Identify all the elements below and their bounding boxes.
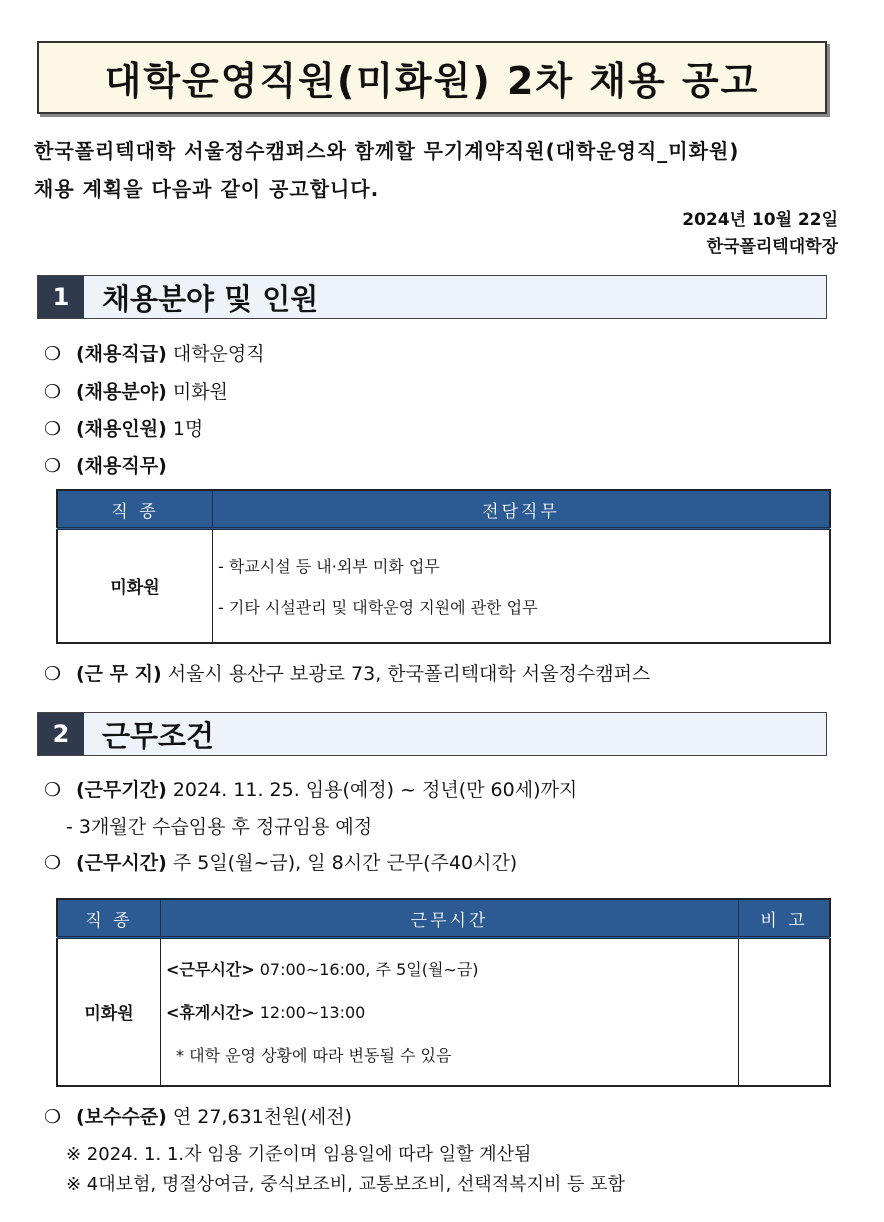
circle-bullet-icon: ❍ (44, 381, 62, 403)
circle-bullet-icon: ❍ (44, 418, 62, 440)
circle-bullet-icon: ❍ (44, 1106, 62, 1128)
section-title: 채용분야 및 인원 (102, 281, 319, 316)
rest-hours-line: <휴게시간> 12:00∼13:00 (166, 1003, 366, 1023)
circle-bullet-icon: ❍ (44, 663, 62, 685)
table-header: 근무시간 (161, 899, 739, 938)
remark-cell (739, 938, 831, 1086)
circle-bullet-icon: ❍ (44, 343, 62, 365)
circle-bullet-icon: ❍ (44, 779, 62, 801)
job-kind-cell: 미화원 (57, 529, 213, 643)
hours-cell (161, 938, 739, 1086)
section-2-header (37, 712, 827, 756)
table-header: 직 종 (57, 899, 161, 938)
job-kind-cell: 미화원 (57, 938, 161, 1086)
table-header: 전담직무 (213, 490, 831, 529)
section-title: 근무조건 (102, 718, 215, 753)
page-title: 대학운영직원(미화원) 2차 채용 공고 (37, 41, 827, 114)
bullet-item: ❍ (근무시간) 주 5일(월~금), 일 8시간 근무(주40시간) (44, 852, 518, 874)
bullet-item: ❍ (근 무 지) 서울시 용산구 보광로 73, 한국폴리텍대학 서울정수캠퍼스 (44, 663, 651, 685)
section-number: 2 (38, 713, 84, 755)
section-1-header (37, 275, 827, 319)
bullet-item: ❍ (채용인원) 1명 (44, 418, 204, 440)
announcement-date: 2024년 10월 22일 (682, 210, 838, 230)
pay-note: ※ 4대보험, 명절상여금, 중식보조비, 교통보조비, 선택적복지비 등 포함 (66, 1174, 625, 1195)
circle-bullet-icon: ❍ (44, 852, 62, 874)
table-header: 비 고 (739, 899, 831, 938)
period-note: - 3개월간 수습임용 후 정규임용 예정 (66, 816, 373, 838)
pay-note: ※ 2024. 1. 1.자 임용 기준이며 임용일에 따라 일할 계산됨 (66, 1144, 532, 1165)
section-number: 1 (38, 276, 84, 318)
duty-line: - 학교시설 등 내·외부 미화 업무 (218, 556, 440, 576)
hours-note: * 대학 운영 상황에 따라 변동될 수 있음 (176, 1046, 452, 1066)
duty-cell (213, 529, 831, 643)
bullet-item: ❍ (채용직무) (44, 455, 167, 477)
duty-line: - 기타 시설관리 및 대학운영 지원에 관한 업무 (218, 597, 538, 617)
bullet-item: ❍ (채용직급) 대학운영직 (44, 343, 265, 365)
issuer: 한국폴리텍대학장 (706, 237, 838, 257)
intro-line-2: 채용 계획을 다음과 같이 공고합니다. (34, 177, 380, 201)
bullet-item: ❍ (채용분야) 미화원 (44, 381, 228, 403)
circle-bullet-icon: ❍ (44, 455, 62, 477)
table-header: 직 종 (57, 490, 213, 529)
work-hours-line: <근무시간> 07:00∼16:00, 주 5일(월∼금) (166, 960, 479, 980)
bullet-item: ❍ (근무기간) 2024. 11. 25. 임용(예정) ~ 정년(만 60세)까지 (44, 779, 578, 801)
intro-line-1: 한국폴리텍대학 서울정수캠퍼스와 함께할 무기계약직원(대학운영직_미화원) (34, 139, 740, 163)
bullet-item: ❍ (보수수준) 연 27,631천원(세전) (44, 1106, 352, 1128)
duty-table (56, 489, 831, 644)
work-hours-table (56, 898, 831, 1087)
